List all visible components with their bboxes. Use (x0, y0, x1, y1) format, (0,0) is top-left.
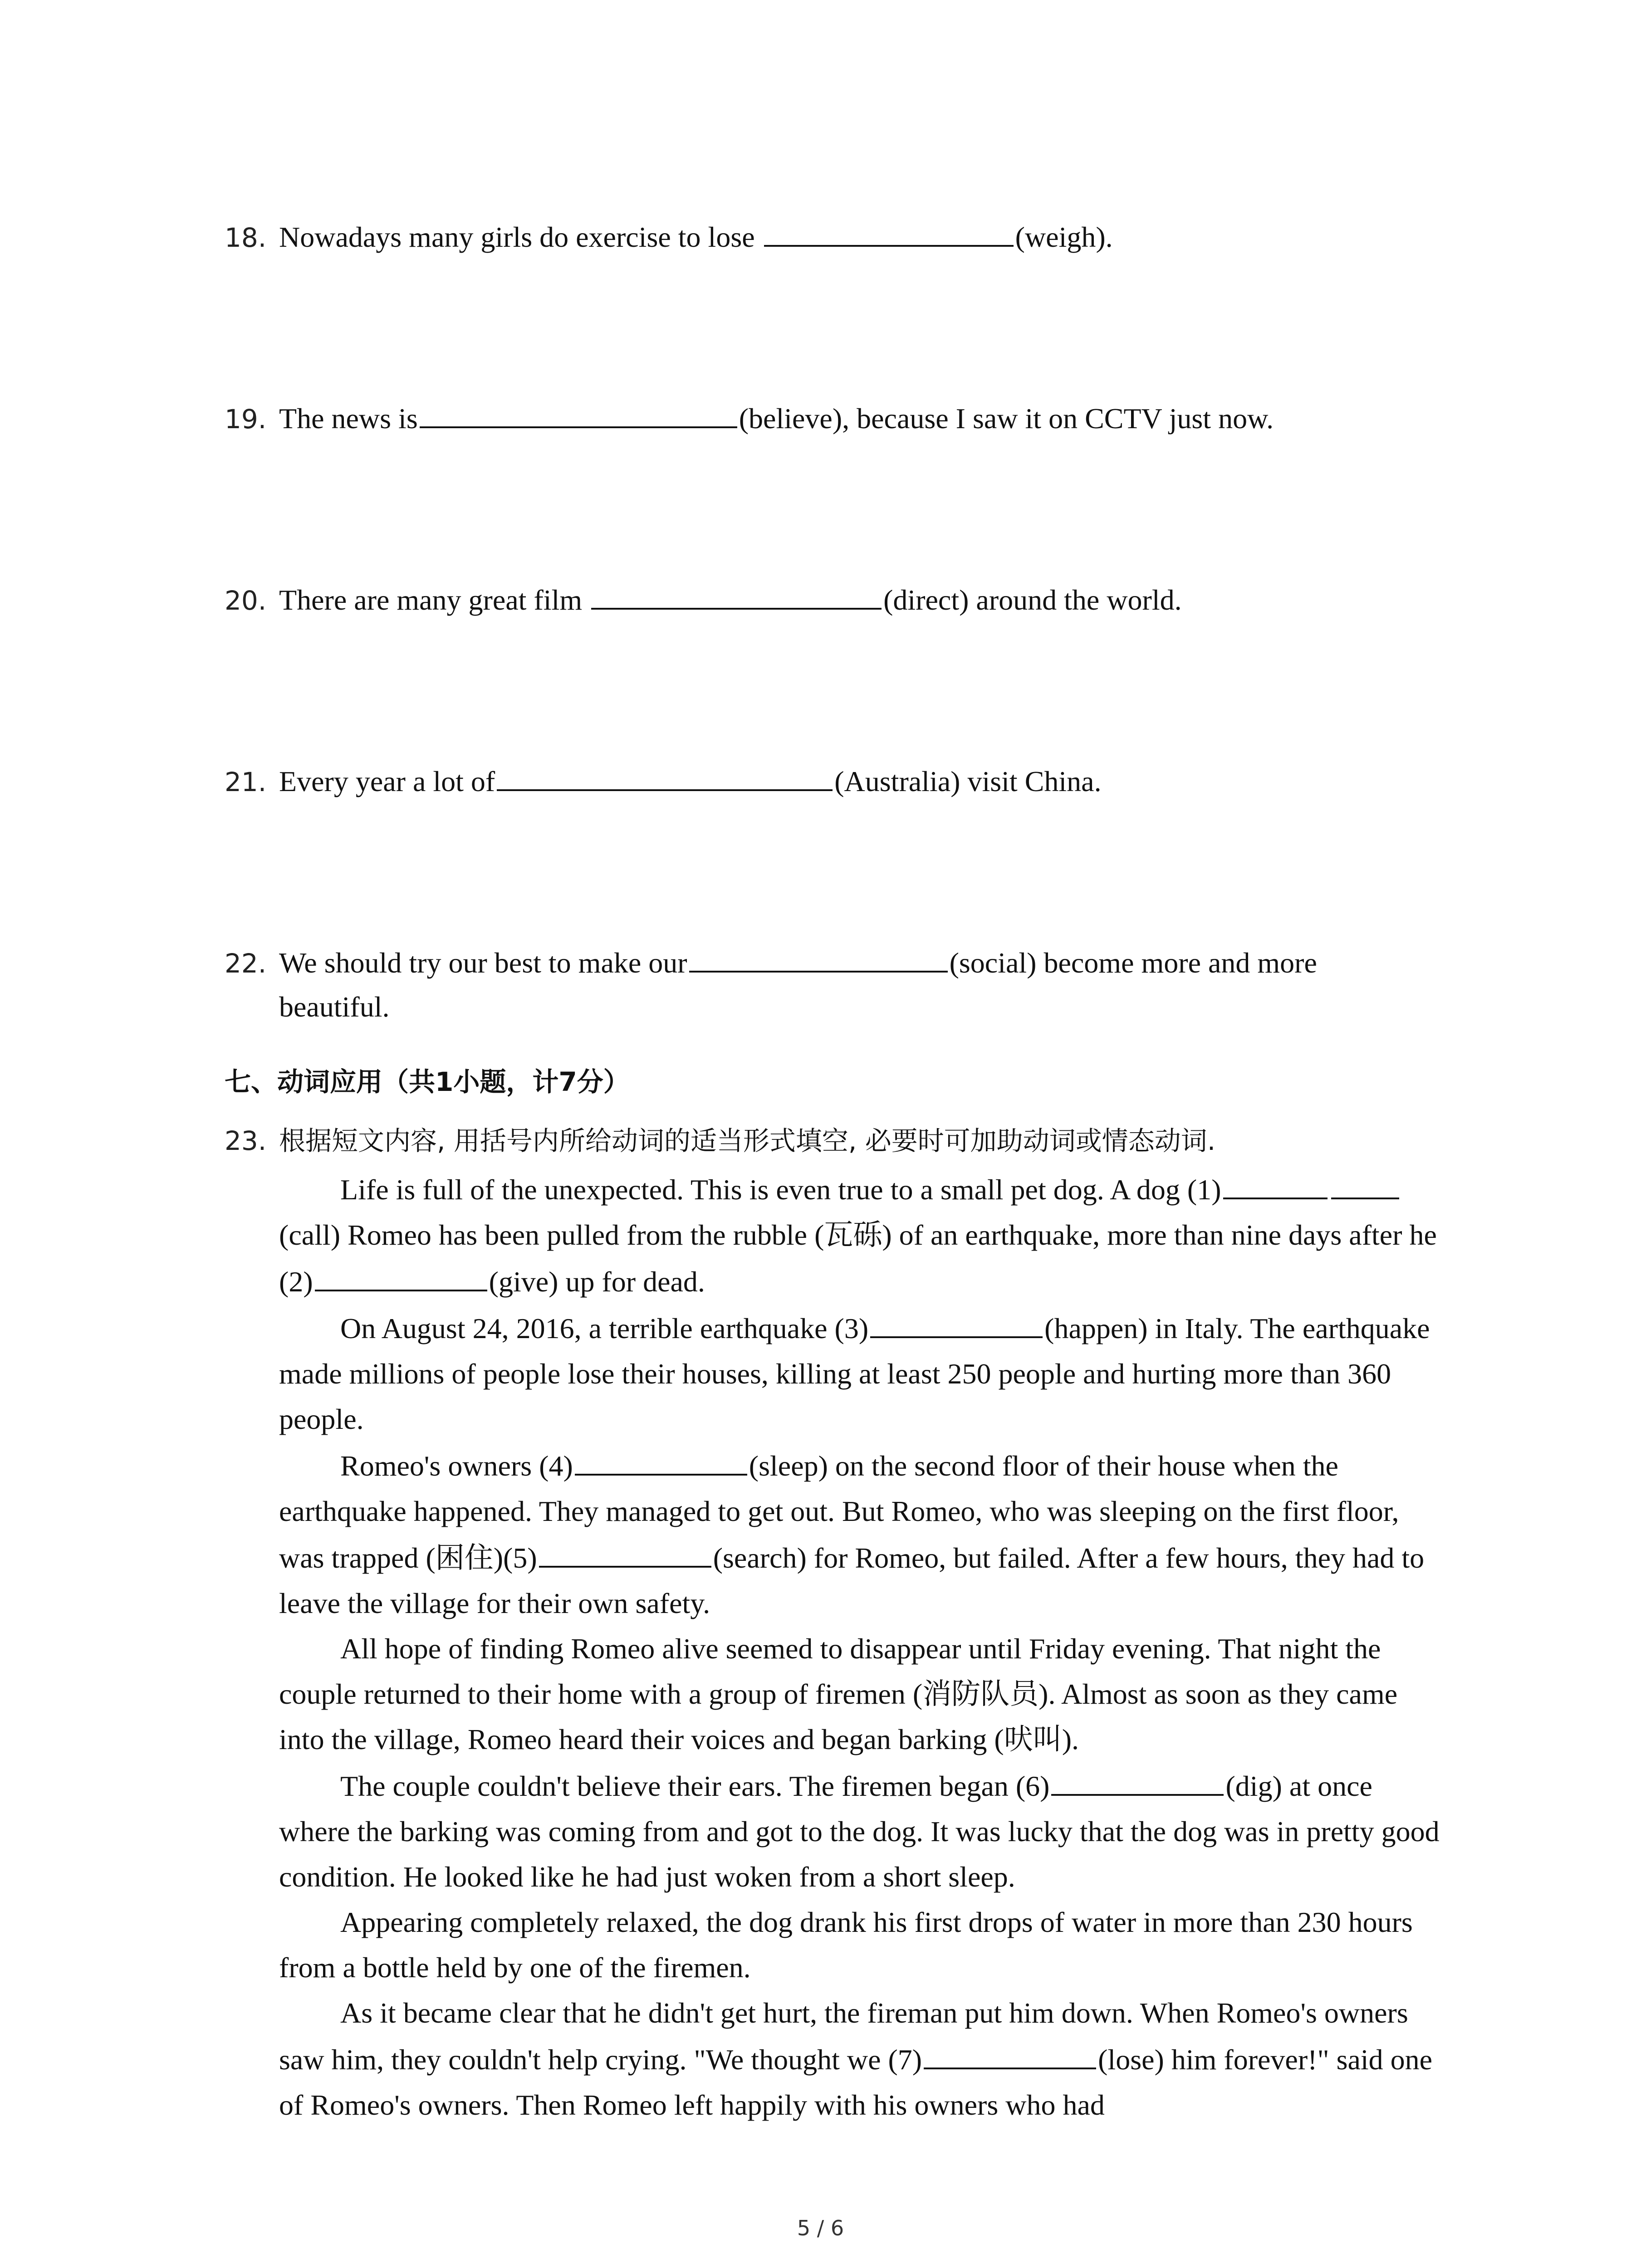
blank-1-part-a[interactable] (1223, 1166, 1327, 1199)
question-hint: (believe), because I saw it on CCTV just now. (739, 402, 1274, 435)
passage-paragraph: Appearing completely relaxed, the dog drank his first drops of water in more than 230 hours from a bottle held by one of the firemen. (279, 1906, 1413, 1984)
question-number: 23. (225, 1125, 267, 1156)
passage-paragraph (279, 1762, 1440, 1900)
question-21 (225, 758, 1472, 805)
passage-paragraph (279, 1990, 1440, 2128)
answer-blank[interactable] (689, 939, 948, 973)
answer-blank[interactable] (497, 758, 833, 791)
question-20 (225, 576, 1472, 623)
passage-text: (call) Romeo has been pulled from the rubble (瓦砾) of an earthquake, more than nine days after he (2) (279, 1219, 1437, 1298)
question-23-instruction (225, 1118, 1215, 1163)
passage (279, 1166, 1440, 2128)
blank-6[interactable] (1051, 1762, 1224, 1796)
passage-text: (sleep) on the second floor of their house when the earthquake happened. They managed to get out. But Romeo, who was sleeping on the first floor, was trapped (困住)(5) (279, 1450, 1399, 1574)
blank-7[interactable] (924, 2036, 1096, 2069)
passage-paragraph (279, 1442, 1440, 1626)
question-number: 21. (225, 767, 267, 797)
question-number: 20. (225, 585, 267, 616)
page-number: 5 / 6 (797, 2216, 844, 2240)
passage-text: (dig) at once where the barking was coming from and got to the dog. It was lucky that the dog was in pretty good condition. He looked like he had just woken from a short sleep. (279, 1770, 1440, 1893)
passage-text: The couple couldn't believe their ears. The firemen began (6) (340, 1770, 1050, 1802)
question-hint: (Australia) visit China. (834, 765, 1102, 797)
question-text: Every year a lot of (279, 765, 495, 797)
passage-text: (lose) him forever!" said one of Romeo's owners. Then Romeo left happily with his owners who had (279, 2043, 1433, 2121)
passage-text: (search) for Romeo, but failed. After a few hours, they had to leave the village for their own safety. (279, 1542, 1425, 1619)
question-number: 18. (225, 222, 267, 253)
answer-blank[interactable] (764, 213, 1014, 247)
question-text: Nowadays many girls do exercise to lose (279, 221, 762, 253)
blank-4[interactable] (575, 1442, 747, 1476)
question-22 (225, 939, 1472, 986)
question-text: We should try our best to make our (279, 947, 687, 979)
blank-1-part-b[interactable] (1331, 1166, 1399, 1199)
answer-blank[interactable] (591, 576, 882, 610)
passage-text: As it became clear that he didn't get hurt, the fireman put him down. When Romeo's owners saw him, they couldn't help crying. "We thought we (7) (279, 1997, 1408, 2076)
passage-paragraph (279, 1305, 1440, 1442)
question-number: 22. (225, 948, 267, 979)
question-hint: (social) become more and more (949, 947, 1317, 979)
section-heading: 七、动词应用（共1小题，计7分） (225, 1066, 630, 1097)
passage-text: Life is full of the unexpected. This is even true to a small pet dog. A dog (1) (340, 1173, 1221, 1206)
answer-blank[interactable] (420, 395, 737, 428)
question-hint: (direct) around the world. (883, 584, 1182, 616)
question-hint: (weigh). (1015, 221, 1113, 253)
passage-text: On August 24, 2016, a terrible earthquake (3) (340, 1312, 869, 1344)
question-text: There are many great film (279, 584, 590, 616)
passage-paragraph (279, 1166, 1440, 1305)
question-number: 19. (225, 404, 267, 435)
passage-paragraph: All hope of finding Romeo alive seemed to disappear until Friday evening. That night the couple returned to their home with a group of firemen (消防队员). Almost as soon as they came into the village, Romeo heard their voices and began barking (吠叫). (279, 1633, 1398, 1755)
instruction-text: 根据短文内容, 用括号内所给动词的适当形式填空, 必要时可加助动词或情态动词. (279, 1125, 1216, 1156)
question-text: The news is (279, 402, 418, 435)
blank-5[interactable] (539, 1534, 711, 1568)
passage-text: (happen) in Italy. The earthquake made millions of people lose their houses, killing at least 250 people and hurting more than 360 people. (279, 1312, 1430, 1435)
passage-text: Romeo's owners (4) (340, 1450, 573, 1482)
blank-2[interactable] (315, 1258, 487, 1291)
blank-3[interactable] (870, 1305, 1043, 1338)
passage-text: (give) up for dead. (489, 1266, 705, 1298)
question-18 (225, 213, 1472, 260)
question-19 (225, 395, 1472, 442)
question-22-continuation: beautiful. (279, 991, 390, 1023)
